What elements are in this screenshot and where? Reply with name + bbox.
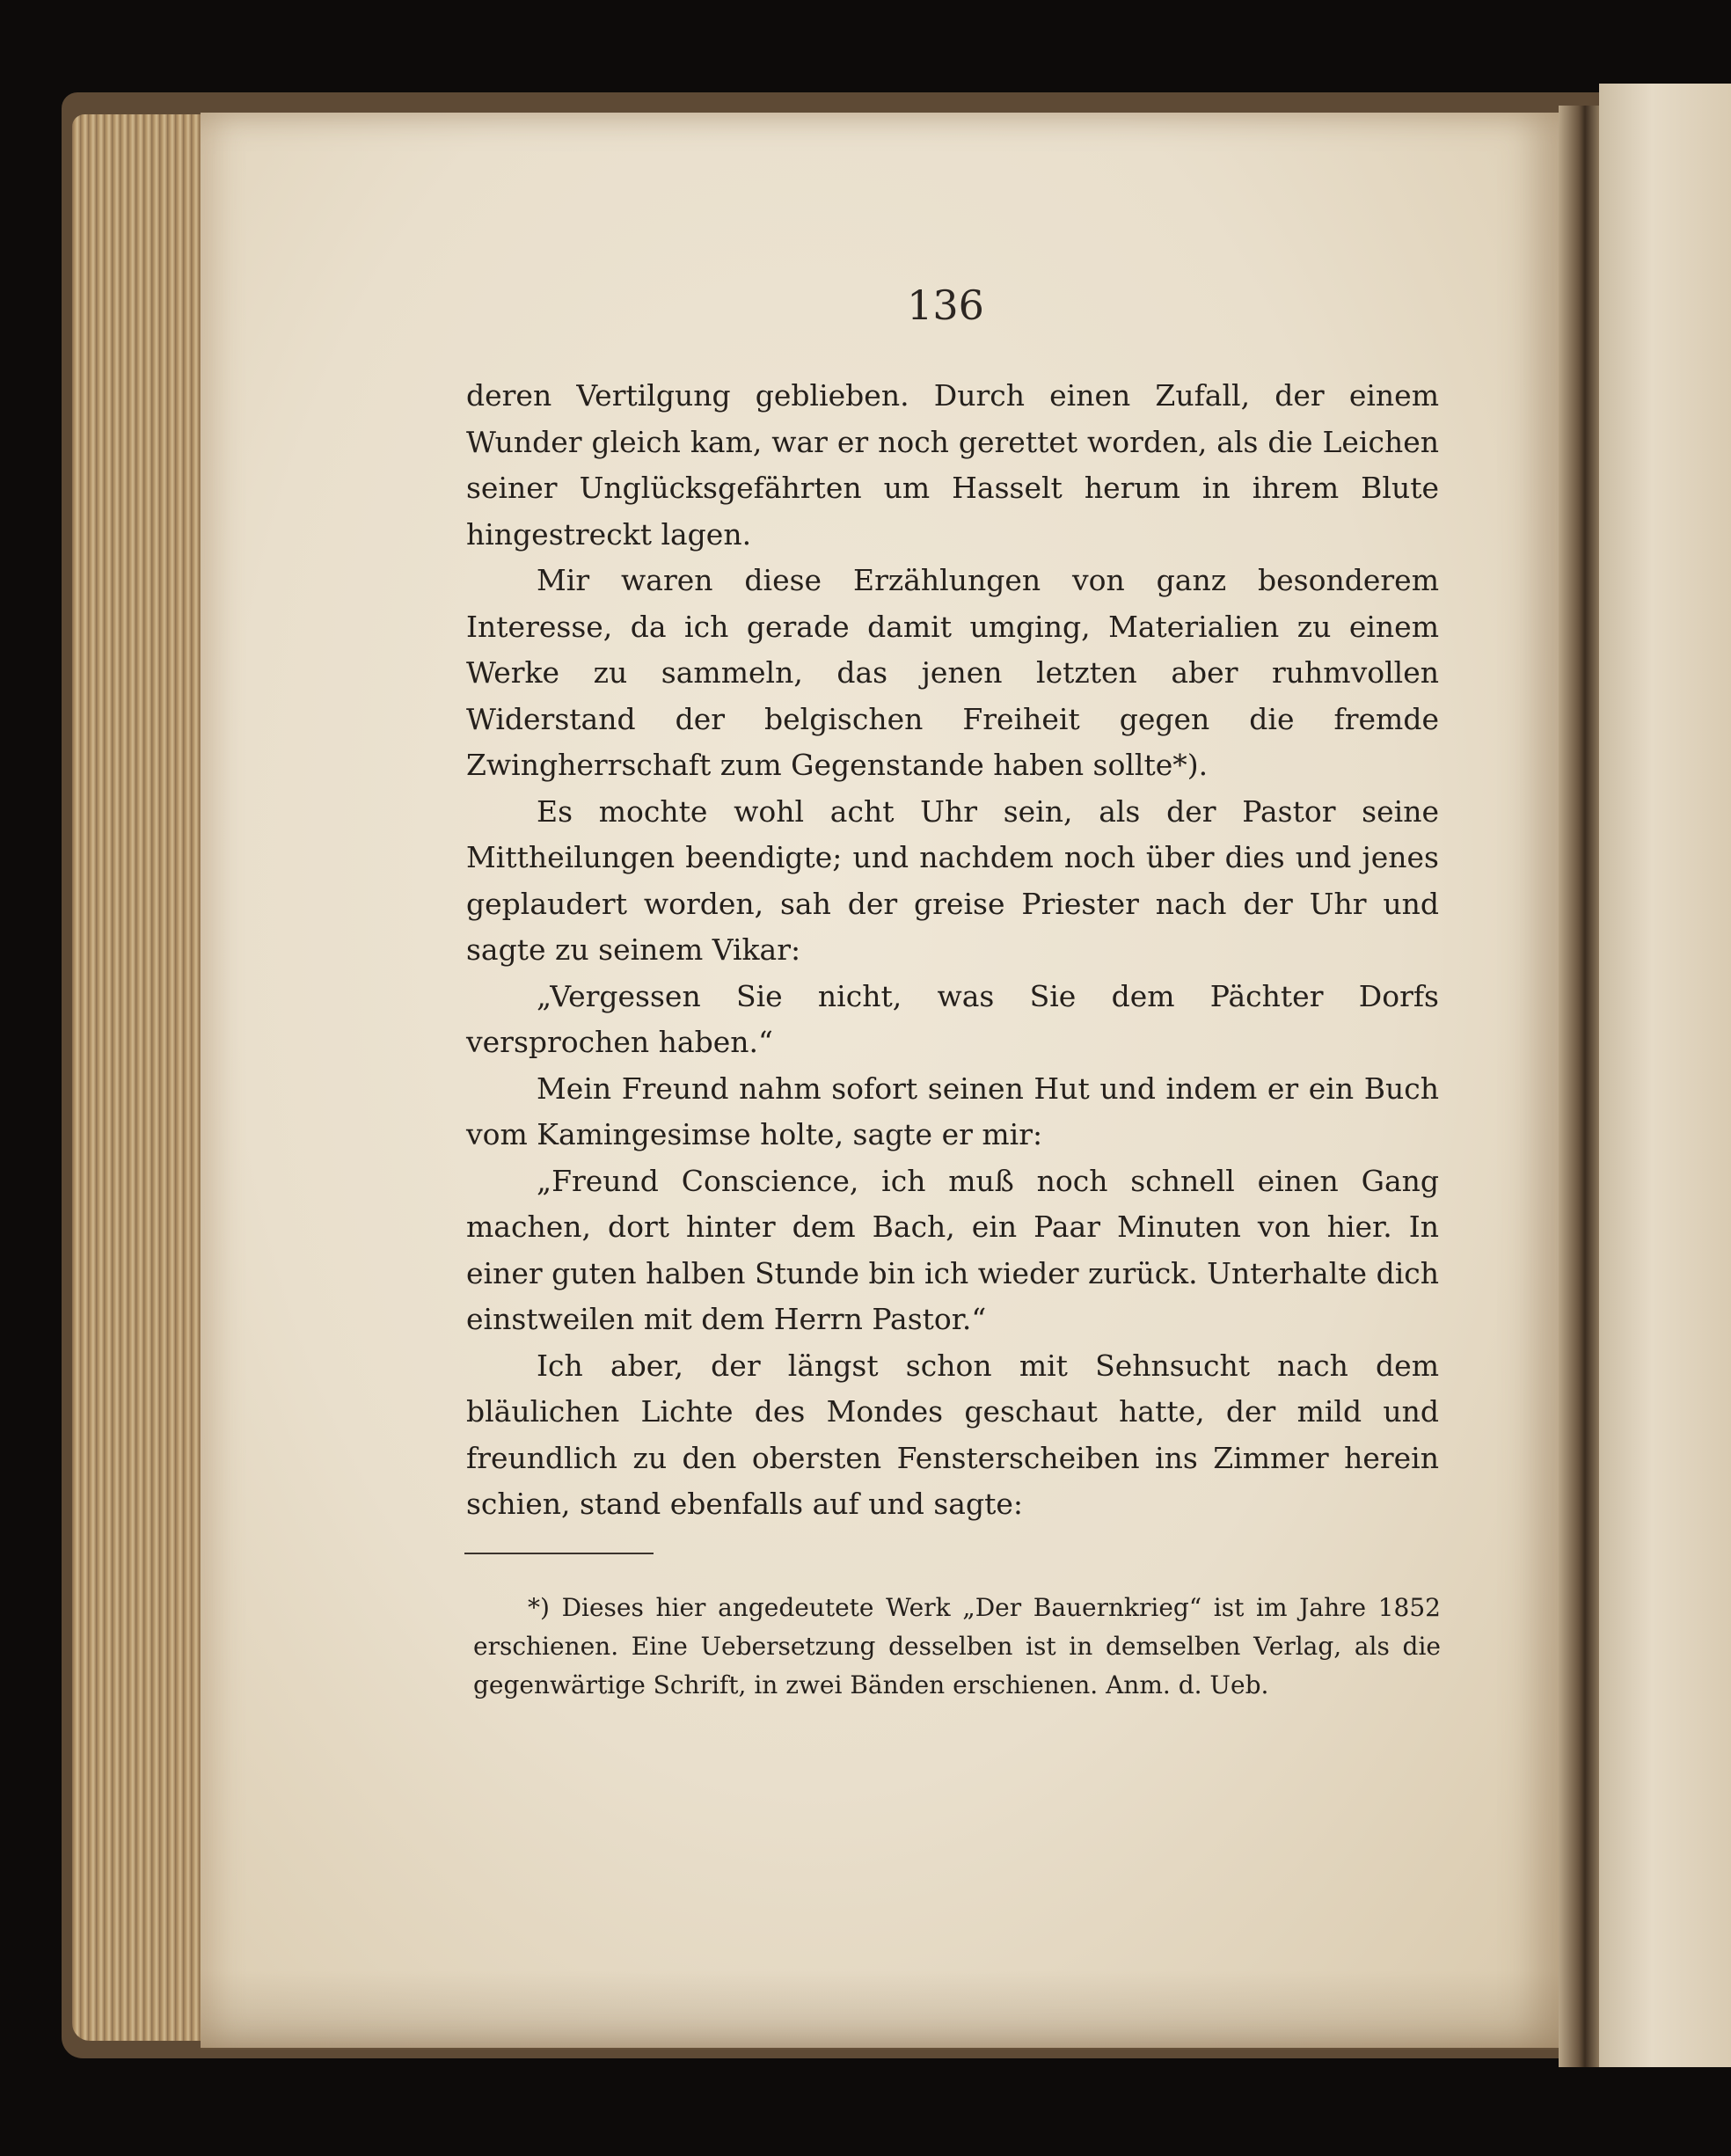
paragraph: „Freund Conscience, ich muß noch schnell einen Gang machen, dort hinter dem Bach, ein Paar Minuten von hier. In einer guten halben Stunde bin ich wieder zurück. Unterhalte dich einstweilen mit dem Herrn Pastor.“ [466,1163,1439,1336]
page-shadow [201,1970,1562,2050]
next-page-edge [1599,84,1731,2067]
page-edges [72,114,213,2041]
footnote-text: *) Dieses hier angedeutete Werk „Der Bauernkrieg“ ist im Jahre 1852 erschienen. Eine Uebersetzung desselben ist in demselben Verlag, als die gegenwärtige Schrift, in zwei Bänden erschienen. Anm. d. Ueb. [473,1593,1441,1699]
footnote-divider [464,1553,654,1554]
page-number: 136 [907,281,984,329]
paragraph: Es mochte wohl acht Uhr sein, als der Pastor seine Mittheilungen beendigte; und nachdem noch über dies und jenes geplaudert worden, sah der greise Priester nach der Uhr und sagte zu seinem Vikar: [466,793,1439,967]
footnote [473,1589,1441,1705]
body-text [466,373,1439,1528]
paragraph: deren Vertilgung geblieben. Durch einen Zufall, der einem Wunder gleich kam, war er noch gerettet worden, als die Leichen seiner Unglücksgefährten um Hasselt herum in ihrem Blute hingestreckt lagen. [466,378,1439,552]
book-gutter [1559,106,1603,2067]
paragraph: Ich aber, der längst schon mit Sehnsucht nach dem bläulichen Lichte des Mondes geschaut hatte, der mild und freundlich zu den obersten Fensterscheiben ins Zimmer herein schien, stand ebenfalls auf und sagte: [466,1348,1439,1521]
paragraph: Mir waren diese Erzählungen von ganz besonderem Interesse, da ich gerade damit umging, Materialien zu einem Werke zu sammeln, das jenen letzten aber ruhmvollen Widerstand der belgischen Freiheit gegen die fremde Zwingherrschaft zum Gegenstande haben sollte*). [466,563,1439,782]
paragraph: Mein Freund nahm sofort seinen Hut und indem er ein Buch vom Kamingesimse holte, sagte er mir: [466,1071,1439,1151]
paragraph: „Vergessen Sie nicht, was Sie dem Pächter Dorfs versprochen haben.“ [466,978,1439,1059]
